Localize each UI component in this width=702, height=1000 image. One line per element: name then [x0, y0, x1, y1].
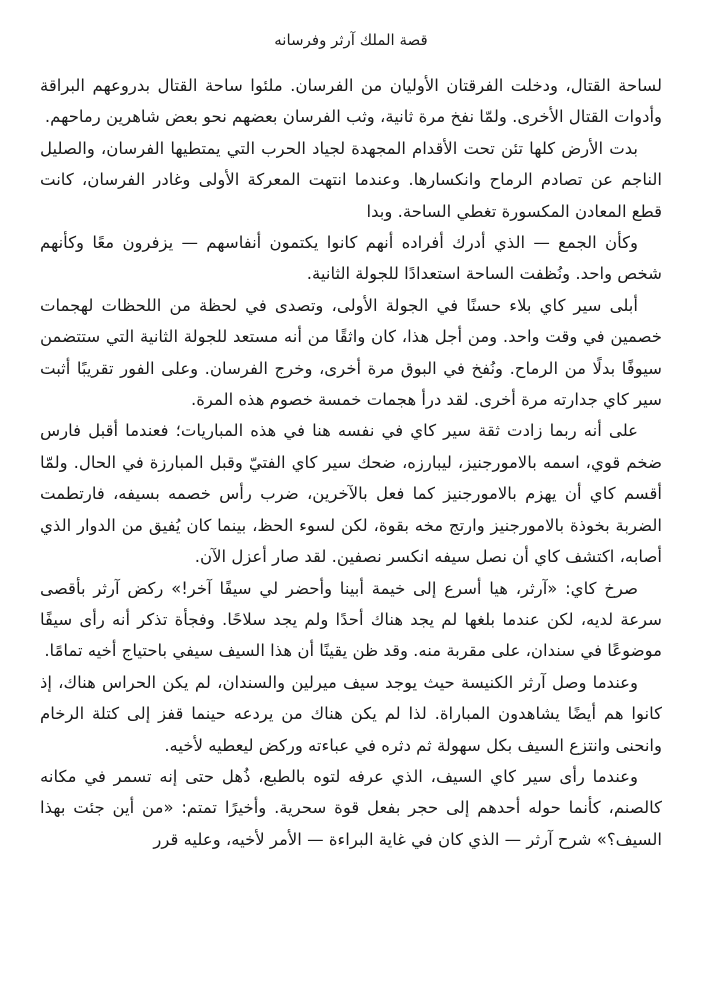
paragraph: على أنه ربما زادت ثقة سير كاي في نفسه هنا في هذه المباريات؛ فعندما أقبل فارس ضخم قوي، اسمه بالامورجنيز، ليبارزه، ضحك سير كاي الفتيّ وقبل المبارزة في الحال. ولمّا أقسم كاي أن يهزم بالامورجنيز كما فعل بالآخرين، ضرب رأس خصمه بسيفه، فارتطمت الضربة بخوذة بالامورجنيز وارتج مخه بقوة، لكن لسوء الحظ، بينما كان يُفيق من الدوار الذي أصابه، اكتشف كاي أن نصل سيفه انكسر نصفين. لقد صار أعزل الآن.	[40, 421, 662, 567]
paragraph: بدت الأرض كلها تئن تحت الأقدام المجهدة لجياد الحرب التي يمتطيها الفرسان، والصليل الناجم عن تصادم الرماح وانكسارها. وعندما انتهت المعركة الأولى وغادر الفرسان، كانت قطع المعادن المكسورة تغطي الساحة. وبدا	[40, 138, 662, 221]
paragraph: وكأن الجمع — الذي أدرك أفراده أنهم كانوا يكتمون أنفاسهم — يزفرون معًا وكأنهم شخص واحد. ونُظفت الساحة استعدادًا للجولة الثانية.	[40, 233, 662, 284]
paragraph: وعندما وصل آرثر الكنيسة حيث يوجد سيف ميرلين والسندان، لم يكن الحراس هناك، إذ كانوا هم أيضًا يشاهدون المباراة. لذا لم يكن هناك من يردعه حينما قفز إلى كتلة الرخام وانحنى وانتزع السيف بكل سهولة ثم دثره في عباءته وركض ليعطيه لأخيه.	[40, 672, 662, 755]
paragraph: وعندما رأى سير كاي السيف، الذي عرفه لتوه بالطبع، ذُهل حتى إنه تسمر في مكانه كالصنم، كأنما حوله أحدهم إلى حجر بفعل قوة سحرية. وأخيرًا تمتم: «من أين جئت بهذا السيف؟» شرح آرثر — الذي كان في غاية البراءة — الأمر لأخيه، وعليه قرر	[40, 766, 662, 849]
paragraph: أبلى سير كاي بلاء حسنًا في الجولة الأولى، وتصدى في لحظة من اللحظات لهجمات خصمين في وقت واحد. ومن أجل هذا، كان واثقًا من أنه مستعد للجولة الثانية التي ستتضمن سيوفًا بدلًا من الرماح. ونُفخ في البوق مرة أخرى، وخرج الفرسان. وعلى الفور تقريبًا أثبت سير كاي جدارته مرة أخرى. لقد درأ هجمات خمسة خصوم هذه المرة.	[40, 295, 662, 410]
paragraph: صرخ كاي: «آرثر، هيا أسرع إلى خيمة أبينا وأحضر لي سيفًا آخر!» ركض آرثر بأقصى سرعة لديه، لكن عندما بلغها لم يجد هناك أحدًا ولم يجد سلاحًا. وفجأة تذكر أنه رأى سيفًا موضوعًا في سندان، على مقربة منه. وقد ظن يقينًا أن هذا السيف سيفي باحتياج أخيه تمامًا.	[40, 578, 662, 661]
running-header: قصة الملك آرثر وفرسانه	[274, 31, 428, 49]
paragraph: لساحة القتال، ودخلت الفرقتان الأوليان من الفرسان. ملئوا ساحة القتال بدروعهم البراقة وأدوات القتال الأخرى. ولمّا نفخ مرة ثانية، وثب الفرسان بعضهم نحو بعض شاهرين رماحهم.	[40, 76, 662, 127]
body-text	[40, 70, 662, 855]
